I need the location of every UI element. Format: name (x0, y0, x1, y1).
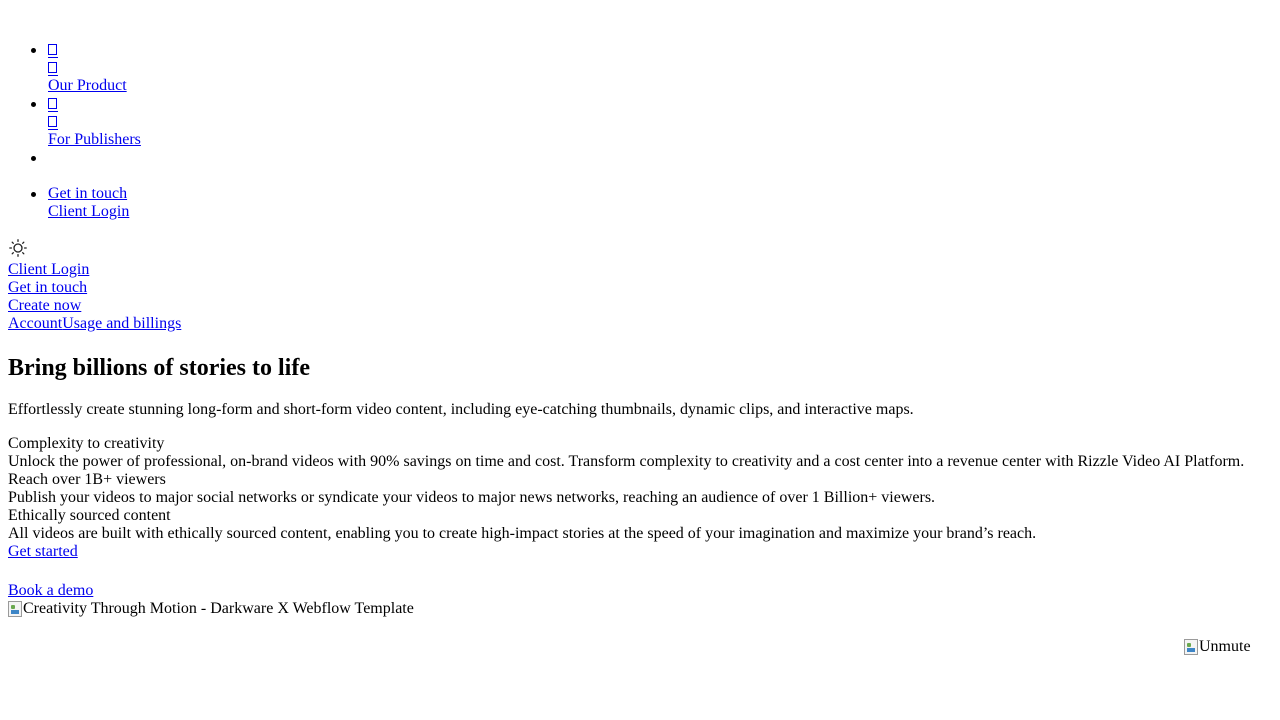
broken-image-icon (1184, 639, 1198, 655)
hero-media-alt: Creativity Through Motion - Darkware X Webflow Template (23, 600, 414, 617)
client-login-link[interactable]: Client Login (8, 261, 90, 278)
get-in-touch-link[interactable]: Get in touch (8, 279, 88, 296)
feature-text: Unlock the power of professional, on-brand videos with 90% savings on time and cost. Transform complexity to creativity and a cost center into a revenue center with Rizzle Video AI Platform. (8, 453, 1245, 470)
nav-bullet (31, 156, 36, 161)
nav-client-login-link[interactable]: Client Login (48, 203, 130, 220)
feature-title: Ethically sourced content (8, 507, 171, 524)
missing-glyph-icon[interactable] (48, 62, 57, 73)
get-started-button[interactable]: Get started (8, 543, 78, 560)
nav-item-our-product[interactable]: Our Product (48, 77, 127, 94)
unmute-button[interactable] (1184, 638, 1251, 656)
create-now-link[interactable]: Create now (8, 297, 82, 314)
feature-text: Publish your videos to major social networks or syndicate your videos to major news networks, reaching an audience of over 1 Billion+ viewers. (8, 489, 936, 506)
broken-image-icon (8, 601, 22, 617)
hero-media-image (8, 600, 414, 618)
account-menu (8, 315, 181, 333)
hero-subtitle: Effortlessly create stunning long-form and short-form video content, including eye-catching thumbnails, dynamic clips, and interactive maps. (8, 401, 914, 418)
nav-bullet (31, 102, 36, 107)
account-link[interactable]: Account (8, 315, 63, 332)
feature-title: Complexity to creativity (8, 435, 165, 452)
missing-glyph-icon[interactable] (48, 98, 57, 109)
book-demo-button[interactable]: Book a demo (8, 582, 94, 599)
nav-bullet (31, 192, 36, 197)
nav-bullet (31, 48, 36, 53)
missing-glyph-icon[interactable] (48, 44, 57, 55)
nav-get-in-touch-link[interactable]: Get in touch (48, 185, 128, 202)
missing-glyph-icon[interactable] (48, 116, 57, 127)
nav-item-for-publishers[interactable]: For Publishers (48, 131, 141, 148)
feature-title: Reach over 1B+ viewers (8, 471, 166, 488)
sun-icon[interactable] (9, 239, 27, 257)
feature-text: All videos are built with ethically sourced content, enabling you to create high-impact stories at the speed of your imagination and maximize your brand’s reach. (8, 525, 1037, 542)
page-title: Bring billions of stories to life (8, 355, 310, 381)
unmute-alt: Unmute (1199, 638, 1251, 655)
usage-billings-link[interactable]: Usage and billings (62, 315, 182, 332)
